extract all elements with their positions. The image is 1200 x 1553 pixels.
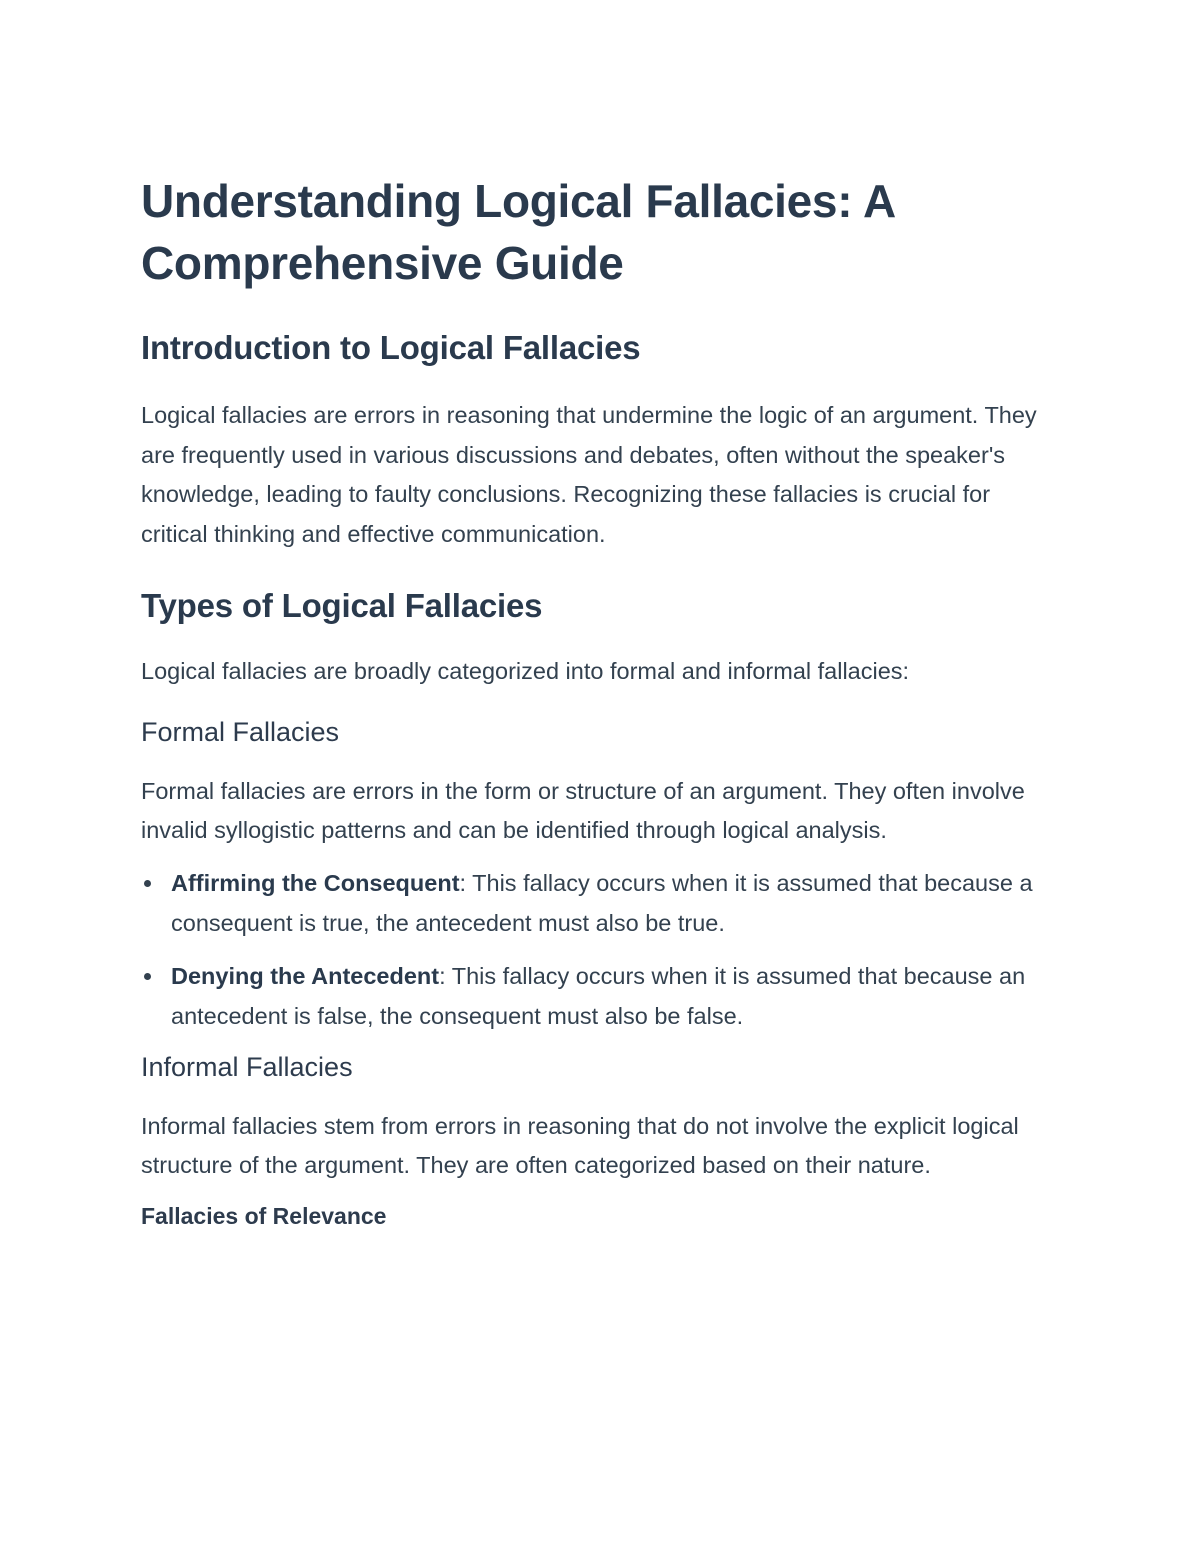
bullet-icon: [144, 880, 151, 887]
intro-paragraph: Logical fallacies are errors in reasoning that undermine the logic of an argument. They are frequently used in various discussions and debates, often without the speaker's knowledge, leading to faulty conclusions. Recognizing these fallacies is crucial for critical thinking and effective communication.: [141, 402, 1037, 547]
list-item: [141, 863, 1061, 943]
formal-fallacies-list: [141, 863, 1061, 1036]
list-item: [141, 956, 1061, 1036]
intro-heading: Introduction to Logical Fallacies: [141, 329, 641, 366]
types-heading: Types of Logical Fallacies: [141, 587, 543, 624]
informal-fallacies-paragraph: Informal fallacies stem from errors in reasoning that do not involve the explicit logical structure of the argument. They are often categorized based on their nature.: [141, 1112, 1019, 1178]
title-block: [141, 170, 1061, 294]
informal-fallacies-heading: Informal Fallacies: [141, 1051, 353, 1082]
fallacy-term: Affirming the Consequent: [171, 869, 460, 896]
types-paragraph: Logical fallacies are broadly categorized into formal and informal fallacies:: [141, 658, 910, 684]
fallacy-term: Denying the Antecedent: [171, 962, 440, 989]
fallacy-description: : This fallacy occurs when it is assumed that because an antecedent is false, the consequent must also be false.: [171, 962, 1026, 1029]
fallacies-of-relevance-heading: Fallacies of Relevance: [141, 1202, 387, 1229]
formal-fallacies-heading: Formal Fallacies: [141, 716, 340, 747]
bullet-icon: [144, 973, 151, 980]
document-page: [141, 170, 1061, 1232]
page-title: Understanding Logical Fallacies: A Comprehensive Guide: [141, 175, 895, 289]
fallacy-description: : This fallacy occurs when it is assumed that because a consequent is true, the antecedent must also be true.: [171, 869, 1033, 936]
formal-fallacies-paragraph: Formal fallacies are errors in the form or structure of an argument. They often involve invalid syllogistic patterns and can be identified through logical analysis.: [141, 777, 1025, 843]
